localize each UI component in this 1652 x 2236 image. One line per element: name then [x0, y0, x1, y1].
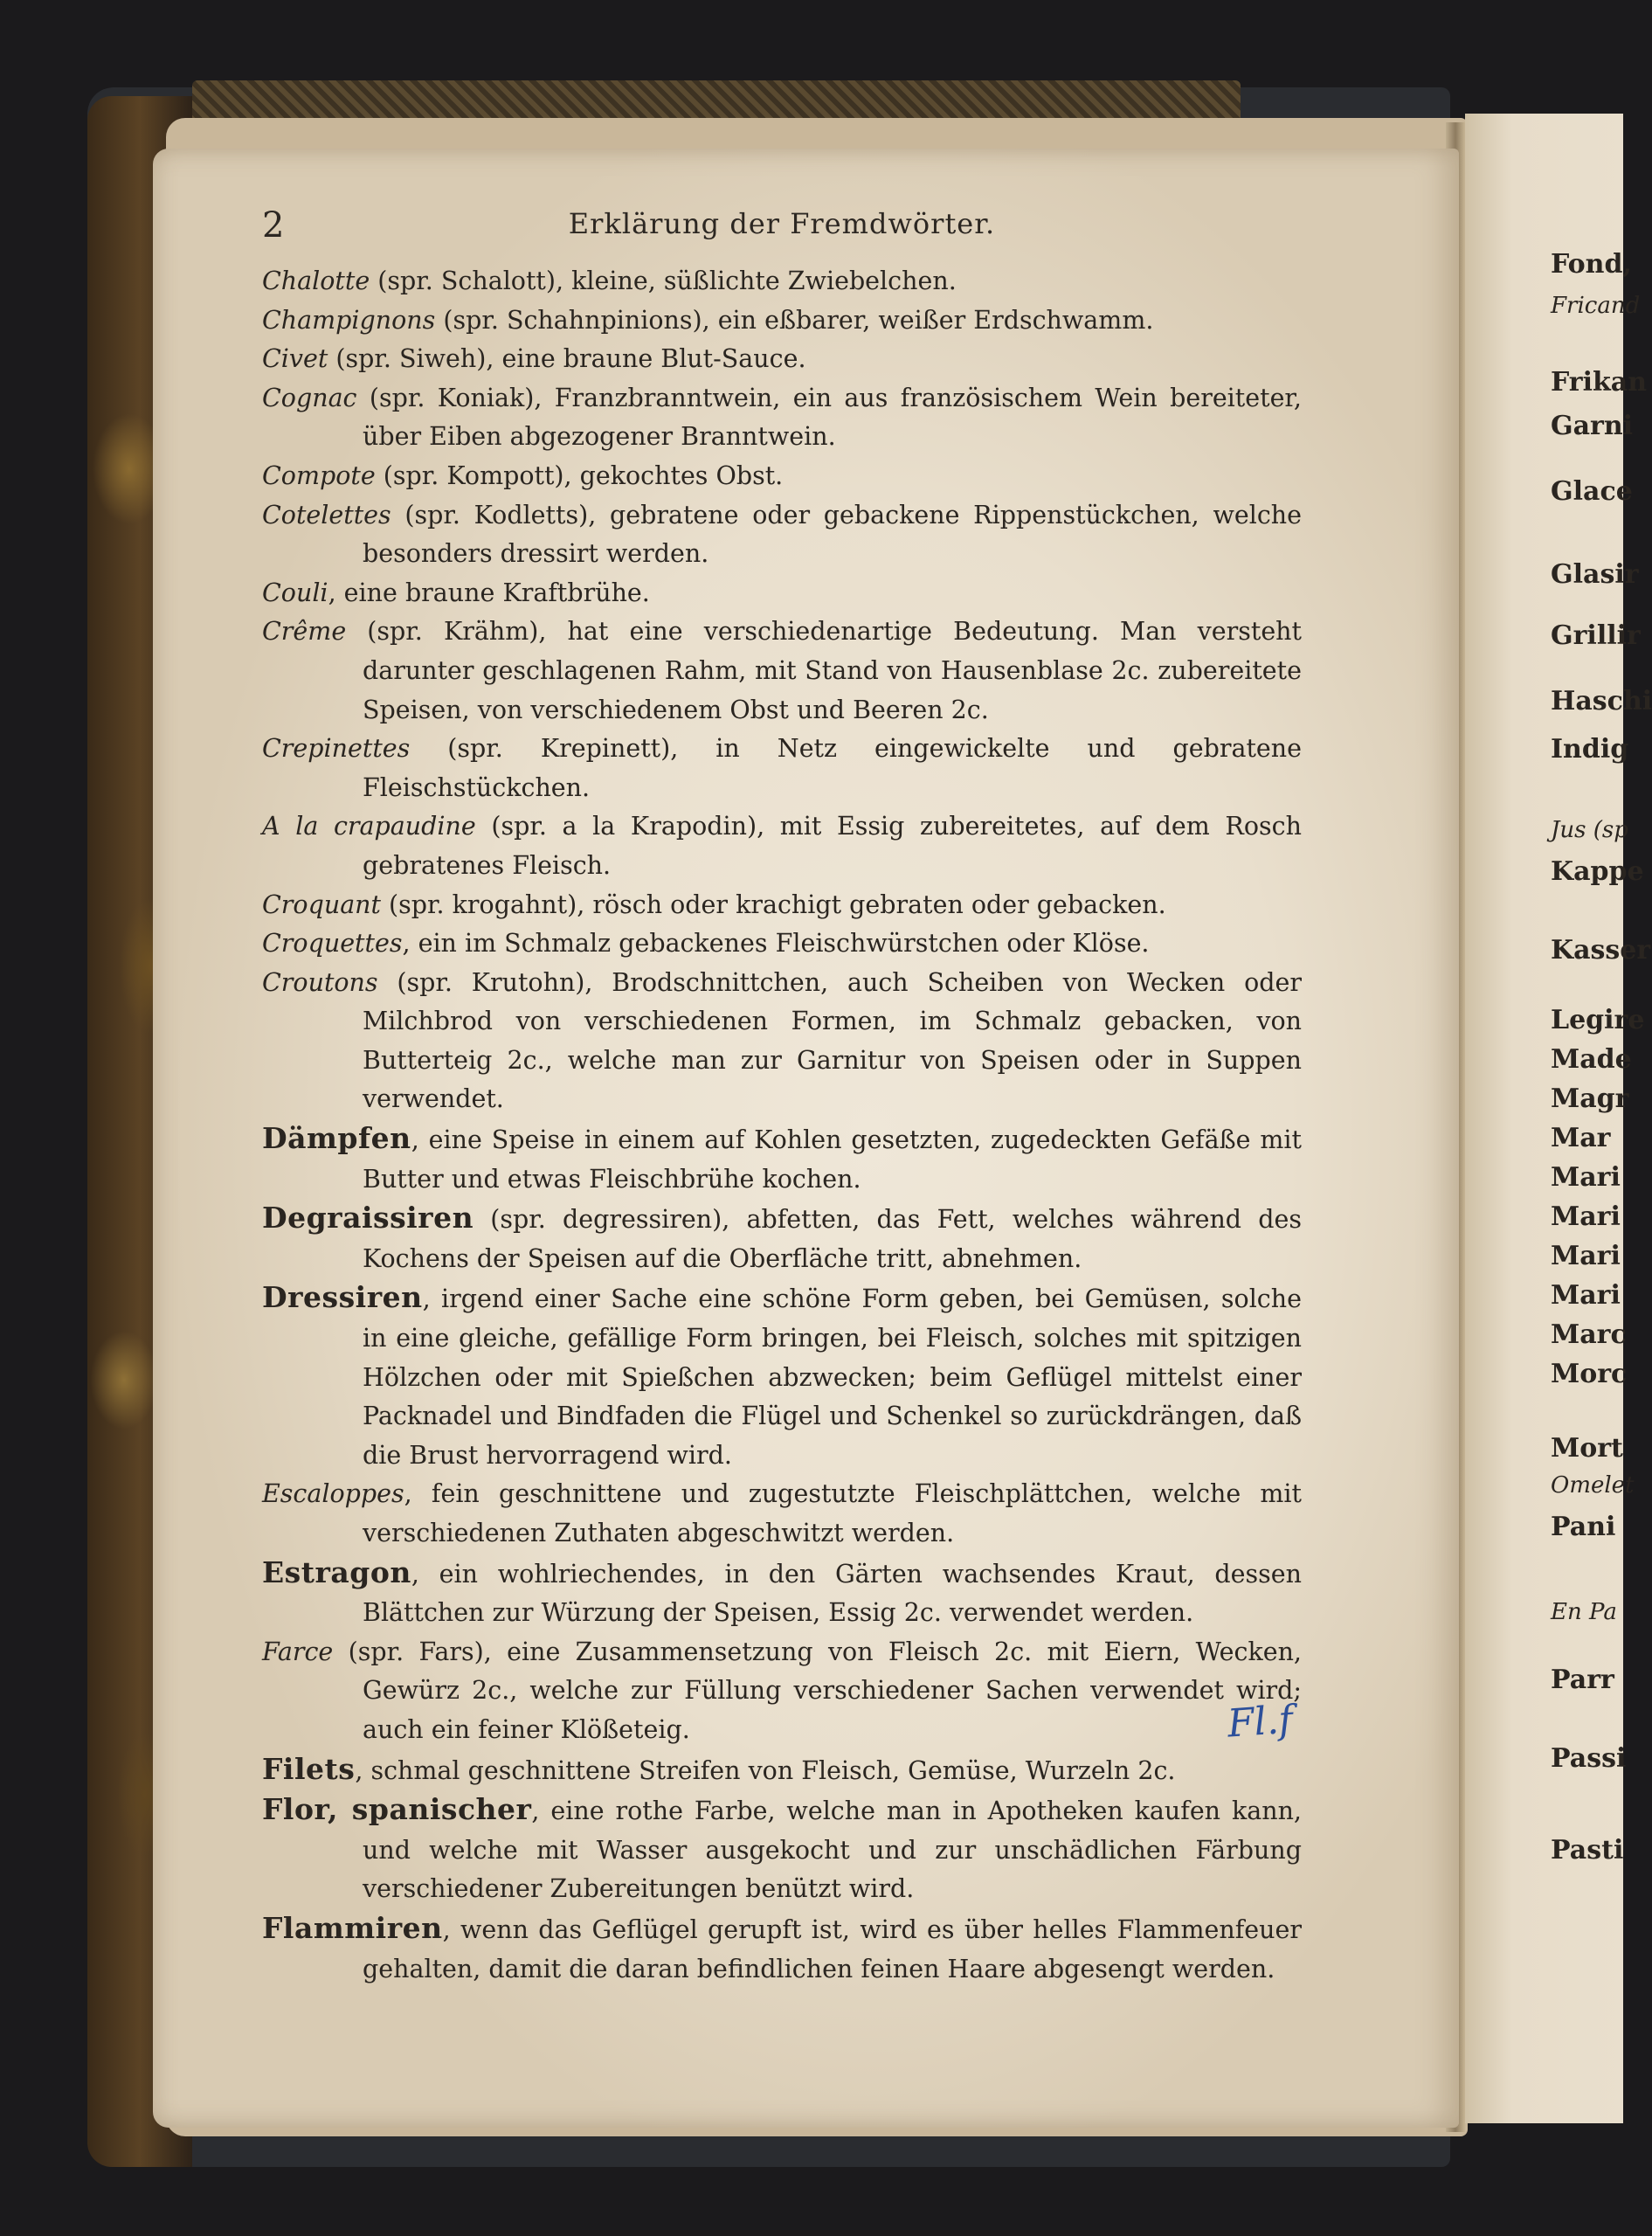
facing-page-word: Made — [1551, 1044, 1632, 1075]
entry-definition: (spr. Krepinett), in Netz eingewickelte und gebratene Fleischstückchen. — [363, 734, 1302, 802]
glossary-entry — [262, 730, 1302, 807]
entry-term: Couli — [262, 578, 328, 607]
facing-page-word: Morc — [1551, 1359, 1628, 1389]
facing-page-word: Omelet — [1551, 1472, 1635, 1499]
glossary-entry — [262, 1199, 1302, 1278]
entry-term: Degraissiren — [262, 1201, 474, 1236]
entry-term: Crême — [262, 617, 347, 647]
entry-term: Filets — [262, 1751, 356, 1786]
glossary-entry — [262, 1278, 1302, 1475]
facing-page-word: Pasti — [1551, 1835, 1624, 1866]
entry-definition: (spr. Schalott), kleine, süßlichte Zwiebelchen. — [370, 267, 957, 295]
entry-term: Flammiren — [262, 1910, 443, 1945]
facing-page-word: Mar — [1551, 1123, 1611, 1153]
facing-page-word: Glasir — [1551, 559, 1639, 590]
entry-term: Cognac — [262, 383, 357, 412]
entry-term: Escaloppes — [262, 1479, 404, 1509]
facing-page-word: Marc — [1551, 1319, 1627, 1350]
entry-definition: , wenn das Geflügel gerupft ist, wird es über helles Flammenfeuer gehalten, damit die daran befindlichen feinen Haare abgesengt werden. — [363, 1914, 1302, 1983]
facing-page-word: Passi — [1551, 1743, 1627, 1774]
entry-term: Compote — [262, 460, 376, 490]
glossary-entry — [262, 496, 1302, 574]
facing-page-word: En Pa — [1551, 1599, 1617, 1625]
glossary-entry — [262, 1790, 1302, 1909]
entry-definition: (spr. degressiren), abfetten, das Fett, welches während des Kochens der Speisen auf die Oberfläche tritt, abnehmen. — [363, 1205, 1302, 1273]
glossary-entry — [262, 964, 1302, 1119]
entry-definition: (spr. Krutohn), Brodschnittchen, auch Scheiben von Wecken oder Milchbrod von verschiedenen Formen, im Schmalz gebacken, von Butterteig 2c., welche man zur Garnitur von Speisen oder in Suppen verwendet. — [363, 967, 1302, 1114]
facing-page-word: Mari — [1551, 1241, 1621, 1271]
entry-definition: , irgend einer Sache eine schöne Form geben, bei Gemüsen, solche in eine gleiche, gefällige Form bringen, bei Fleisch, solches mit spitzigen Hölzchen oder mit Spießchen abzwecken; beim Geflügel mittelst einer Packnadel und Bindfaden die Flügel und Schenkel so zurückdrängen, daß die Brust hervorragend wird. — [363, 1284, 1302, 1470]
entry-term: Dämpfen — [262, 1121, 411, 1156]
entry-term: Croutons — [262, 967, 378, 997]
facing-page-word: Garni — [1551, 411, 1634, 441]
glossary-entry — [262, 886, 1302, 925]
entry-definition: (spr. a la Krapodin), mit Essig zubereitetes, auf dem Rosch gebratenes Fleisch. — [363, 812, 1302, 880]
facing-page-word: Fond, — [1551, 249, 1632, 280]
entry-definition: (spr. Kompott), gekochtes Obst. — [375, 460, 784, 490]
glossary-entry — [262, 457, 1302, 496]
glossary-entry — [262, 1119, 1302, 1199]
glossary-entry — [262, 1909, 1302, 1989]
glossary-entry — [262, 340, 1302, 379]
entry-definition: (spr. krogahnt), rösch oder krachigt gebraten oder gebacken. — [381, 890, 1166, 919]
entry-definition: , fein geschnittene und zugestutzte Fleischplättchen, welche mit verschiedenen Zuthaten abgeschwitzt werden. — [363, 1479, 1302, 1547]
entry-definition: , eine Speise in einem auf Kohlen gesetzten, zugedeckten Gefäße mit Butter und etwas Fleischbrühe kochen. — [363, 1125, 1302, 1194]
entry-term: Croquant — [262, 890, 381, 919]
spine-top — [192, 80, 1241, 122]
entry-definition: (spr. Fars), eine Zusammensetzung von Fleisch 2c. mit Eiern, Wecken, Gewürz 2c., welche zur Füllung verschiedener Sachen verwendet wird; auch ein feiner Klößeteig. — [333, 1637, 1302, 1744]
facing-page-word: Mari — [1551, 1201, 1621, 1232]
facing-page-word: Mari — [1551, 1162, 1621, 1193]
glossary-entries — [262, 262, 1302, 1989]
entry-definition: (spr. Kodletts), gebratene oder gebackene Rippenstückchen, welche besonders dressirt werden. — [363, 500, 1302, 569]
glossary-entry — [262, 1633, 1302, 1750]
facing-page-word: Fricand — [1551, 293, 1641, 319]
glossary-entry — [262, 1475, 1302, 1553]
entry-term: A la crapaudine — [262, 812, 476, 841]
glossary-entry — [262, 262, 1302, 301]
glossary-entry — [262, 1554, 1302, 1633]
entry-term: Chalotte — [262, 267, 370, 295]
glossary-entry — [262, 613, 1302, 730]
entry-definition: , ein wohlriechendes, in den Gärten wachsendes Kraut, dessen Blättchen zur Würzung der Speisen, Essig 2c. verwendet werden. — [363, 1559, 1302, 1628]
facing-page-word: Mari — [1551, 1280, 1621, 1311]
entry-definition: , eine rothe Farbe, welche man in Apotheken kaufen kann, und welche mit Wasser ausgekocht und zur unschädlichen Färbung verschiedener Zubereitungen benützt wird. — [363, 1796, 1302, 1904]
facing-page-word: Haschi — [1551, 686, 1652, 716]
facing-page-word: Mort — [1551, 1433, 1623, 1464]
entry-term: Farce — [262, 1637, 334, 1666]
entry-term: Champignons — [262, 305, 436, 335]
entry-term: Estragon — [262, 1554, 411, 1589]
glossary-entry — [262, 301, 1302, 341]
entry-definition: , ein im Schmalz gebackenes Fleischwürstchen oder Klöse. — [402, 929, 1150, 959]
running-title: Erklärung der Fremdwörter. — [568, 207, 996, 240]
entry-term: Croquettes — [262, 929, 403, 959]
facing-page-word: Glace — [1551, 476, 1633, 507]
handwritten-note: Fl.f — [1226, 1697, 1295, 1747]
facing-page-word: Legire — [1551, 1005, 1645, 1035]
entry-definition: (spr. Koniak), Franzbranntwein, ein aus französischem Wein bereiteter, über Eiben abgezogener Branntwein. — [356, 383, 1302, 452]
entry-term: Cotelettes — [262, 500, 391, 530]
entry-definition: (spr. Schahnpinions), ein eßbarer, weißer Erdschwamm. — [435, 305, 1154, 335]
glossary-entry — [262, 574, 1302, 613]
entry-definition: , schmal geschnittene Streifen von Fleisch, Gemüse, Wurzeln 2c. — [355, 1755, 1176, 1785]
glossary-entry — [262, 1750, 1302, 1791]
facing-page-word: Jus (sp — [1551, 817, 1628, 843]
facing-page-word: Magr — [1551, 1083, 1629, 1114]
entry-definition: (spr. Krähm), hat eine verschiedenartige Bedeutung. Man versteht darunter geschlagenen Rahm, mit Stand von Hausenblase 2c. zubereitete Speisen, von verschiedenem Obst und Beeren 2c. — [346, 617, 1302, 724]
facing-page-word: Pani — [1551, 1512, 1616, 1542]
page-number: 2 — [262, 205, 285, 246]
entry-term: Crepinettes — [262, 734, 411, 764]
facing-page-word: Grillir — [1551, 620, 1641, 651]
glossary-entry — [262, 379, 1302, 457]
facing-page-word: Parr — [1551, 1665, 1614, 1695]
page-header — [262, 205, 1302, 246]
facing-page-word: Indig — [1551, 734, 1629, 765]
entry-definition: , eine braune Kraftbrühe. — [328, 578, 650, 607]
entry-term: Flor, spanischer — [262, 1792, 532, 1827]
facing-page-word: Kasser — [1551, 935, 1651, 966]
entry-definition: (spr. Siweh), eine braune Blut-Sauce. — [328, 344, 806, 374]
entry-term: Dressiren — [262, 1280, 423, 1315]
facing-page-word: Kappe — [1551, 856, 1644, 887]
glossary-entry — [262, 807, 1302, 885]
glossary-entry — [262, 924, 1302, 964]
entry-term: Civet — [262, 344, 328, 374]
facing-page-word: Frikan — [1551, 367, 1648, 398]
